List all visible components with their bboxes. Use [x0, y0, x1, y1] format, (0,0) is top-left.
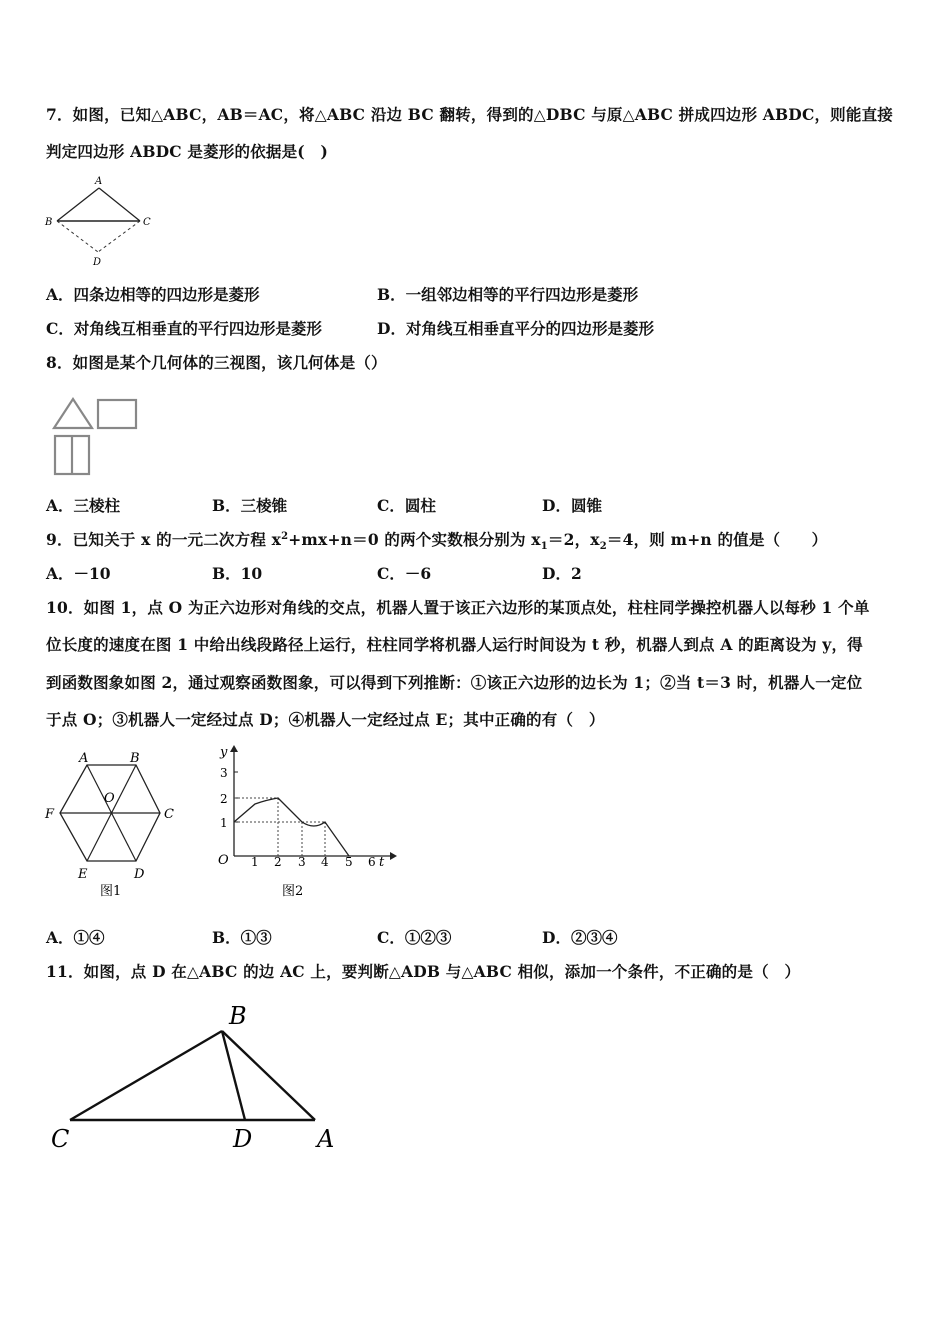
- q7-option-c: C．对角线互相垂直的平行四边形是菱形: [46, 319, 322, 338]
- q10-stem-line3: 到函数图象如图 2，通过观察函数图象，可以得到下列推断：①该正六边形的边长为 1；②当 t＝3 时，机器人一定位: [46, 673, 863, 692]
- q10-option-d: D．②③④: [542, 928, 618, 947]
- q8-front-view-triangle: [54, 399, 92, 428]
- q10-label-B: B: [130, 751, 140, 766]
- q9-option-a: A．－10: [46, 564, 111, 583]
- q8-stem: 8．如图是某个几何体的三视图，该几何体是（）: [46, 353, 387, 372]
- q10-label-t: t: [379, 855, 385, 870]
- q7-label-D: D: [93, 257, 102, 268]
- q7-option-a: A．四条边相等的四边形是菱形: [46, 285, 260, 304]
- q7-stem-line1: 7．如图，已知△ABC，AB＝AC，将△ABC 沿边 BC 翻转，得到的△DBC 与原△ABC 拼成四边形 ABDC，则能直接: [46, 105, 893, 124]
- q7-stem-line2: 判定四边形 ABDC 是菱形的依据是( ): [46, 142, 329, 161]
- q10-label-O: O: [104, 791, 115, 806]
- q11-label-B: B: [229, 1002, 247, 1030]
- q10-hexagon-figure: [40, 745, 190, 905]
- q11-triangle-figure: [45, 998, 355, 1158]
- q10-tick-x6: 6: [368, 855, 376, 869]
- q10-label-origin: O: [218, 853, 229, 868]
- q10-label-A: A: [79, 751, 89, 766]
- q10-stem-line2: 位长度的速度在图 1 中给出线段路径上运行，柱柱同学将机器人运行时间设为 t 秒，机器人到点 A 的距离设为 y，得: [46, 635, 863, 654]
- q10-label-C: C: [164, 807, 174, 822]
- q9-option-b: B．10: [212, 564, 263, 583]
- q10-label-D: D: [134, 867, 145, 882]
- q7-segment-AB: [57, 188, 99, 221]
- q10-label-y: y: [220, 745, 228, 760]
- q10-option-b: B．①③: [212, 928, 272, 947]
- q11-segment-BC: [70, 1031, 222, 1120]
- q10-y-axis-arrow: [230, 745, 238, 752]
- q10-tick-x1: 1: [251, 855, 259, 869]
- q10-label-E: E: [78, 867, 88, 882]
- q10-option-a: A．①④: [46, 928, 105, 947]
- q10-figure1-caption: 图1: [100, 884, 122, 899]
- q10-figure2-caption: 图2: [282, 884, 304, 899]
- q10-stem-line4: 于点 O；③机器人一定经过点 D；④机器人一定经过点 E；其中正确的有（ ）: [46, 710, 605, 729]
- q10-option-c: C．①②③: [377, 928, 452, 947]
- q7-label-C: C: [143, 217, 151, 228]
- q10-stem-line1: 10．如图 1，点 O 为正六边形对角线的交点，机器人置于该正六边形的某顶点处，柱柱同学操控机器人以每秒 1 个单: [46, 598, 870, 617]
- q8-three-views-figure: [48, 392, 143, 480]
- q8-option-c: C．圆柱: [377, 496, 436, 515]
- q10-tick-x2: 2: [274, 855, 282, 869]
- q8-option-b: B．三棱锥: [212, 496, 288, 515]
- q7-option-b: B．一组邻边相等的平行四边形是菱形: [377, 285, 639, 304]
- q7-segment-CD: [98, 221, 140, 252]
- q8-option-d: D．圆锥: [542, 496, 602, 515]
- q10-tick-y2: 2: [220, 792, 228, 806]
- q7-label-B: B: [45, 217, 53, 228]
- q11-label-C: C: [51, 1125, 70, 1153]
- q11-label-A: A: [317, 1125, 335, 1153]
- q7-segment-BD: [57, 221, 98, 252]
- q10-graph-curve: [234, 798, 349, 856]
- q11-segment-BD: [222, 1031, 245, 1120]
- q9-option-d: D．2: [542, 564, 582, 583]
- q10-tick-y3: 3: [220, 766, 228, 780]
- q8-side-view-rectangle: [98, 400, 136, 428]
- q10-tick-x5: 5: [345, 855, 353, 869]
- q7-rhombus-figure: [40, 172, 170, 270]
- q7-segment-AC: [99, 188, 140, 221]
- q10-tick-y1: 1: [220, 816, 228, 830]
- q7-option-d: D．对角线互相垂直平分的四边形是菱形: [377, 319, 654, 338]
- q8-option-a: A．三棱柱: [46, 496, 121, 515]
- q9-stem: 9．已知关于 x 的一元二次方程 $x^2+mx+n=0$ 的两个实数根分别为 $x_1=2$，$x_2=4$，则 m+n 的值是（ ）: [46, 530, 828, 553]
- q10-tick-x3: 3: [298, 855, 306, 869]
- q10-label-F: F: [45, 807, 55, 822]
- q10-graph-figure: [208, 742, 398, 904]
- q10-t-axis-arrow: [390, 852, 397, 860]
- q11-stem: 11．如图，点 D 在△ABC 的边 AC 上，要判断△ADB 与△ABC 相似，添加一个条件，不正确的是（ ）: [46, 962, 801, 981]
- q9-option-c: C．－6: [377, 564, 432, 583]
- q10-tick-x4: 4: [321, 855, 329, 869]
- q7-label-A: A: [95, 176, 103, 187]
- q11-label-D: D: [233, 1125, 253, 1153]
- q11-segment-BA: [222, 1031, 315, 1120]
